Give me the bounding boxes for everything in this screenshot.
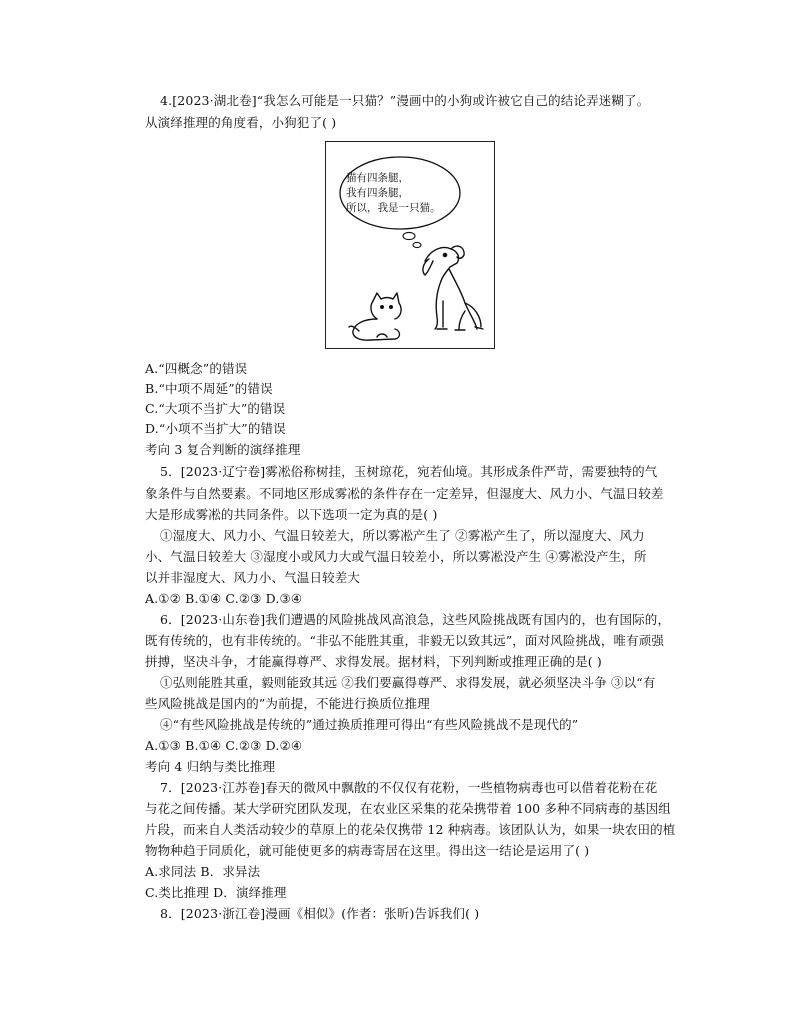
q7-options-2: C.类比推理 D．演绎推理 — [145, 885, 287, 900]
q6-line-4: ①弘则能胜其重，毅则能致其远 ②我们要赢得尊严、求得发展，就必须坚决斗争 ③以“有 — [160, 675, 656, 690]
q5-line-1: 5．[2023·辽宁卷]雾凇俗称树挂，玉树琼花，宛若仙境。其形成条件严苛，需要独特的气 — [160, 464, 658, 479]
q4-option-c: C.“大项不当扩大”的错误 — [145, 401, 286, 416]
bubble-line-3: 所以，我是一只猫。 — [346, 202, 441, 214]
q4-option-b: B.“中项不周延”的错误 — [145, 381, 273, 396]
q6-options: A.①③ B.①④ C.②③ D.②④ — [145, 738, 303, 753]
q5-line-6: 以并非湿度大、风力小、气温日较差大 — [145, 570, 361, 585]
q4-option-a: A.“四概念”的错误 — [145, 361, 248, 376]
q5-options: A.①② B.①④ C.②③ D.③④ — [145, 591, 303, 606]
q6-line-2: 既有传统的，也有非传统的。“非弘不能胜其重，非毅无以致其远”，面对风险挑战，唯有顽强 — [145, 633, 665, 648]
thought-dot-2 — [413, 242, 421, 247]
q7-line-2: 与花之间传播。某大学研究团队发现，在农业区采集的花朵携带着 100 多种不同病毒的基因组 — [145, 801, 671, 816]
q7-line-3: 片段，而来自人类活动较少的草原上的花朵仅携带 12 种病毒。该团队认为，如果一块农田的植 — [145, 822, 676, 837]
q4-option-d: D.“小项不当扩大”的错误 — [145, 421, 286, 436]
q4-stem-line-2: 从演绎推理的角度看，小狗犯了( ) — [145, 115, 337, 130]
q8-stem: 8．[2023·浙江卷]漫画《相似》(作者：张昕)告诉我们( ) — [160, 906, 480, 921]
q5-line-5: 小、气温日较差大 ③湿度小或风力大或气温日较差小，所以雾凇没产生 ④雾凇没产生，所 — [145, 549, 647, 564]
q6-line-6: ④“有些风险挑战是传统的”通过换质推理可得出“有些风险挑战不是现代的” — [160, 717, 579, 732]
q5-line-4: ①湿度大、风力小、气温日较差大，所以雾凇产生了 ②雾凇产生了，所以湿度大、风力 — [160, 528, 645, 543]
section-heading-4: 考向 4 归纳与类比推理 — [145, 759, 276, 774]
q6-line-5: 些风险挑战是国内的”为前提，不能进行换质位推理 — [145, 696, 430, 711]
section-heading-3: 考向 3 复合判断的演绎推理 — [145, 442, 301, 457]
cat-drawing — [349, 293, 401, 340]
dog-drawing — [423, 246, 483, 330]
q6-line-1: 6．[2023·山东卷]我们遭遇的风险挑战风高浪急，这些风险挑战既有国内的，也有国际的， — [160, 612, 671, 627]
thought-dot-1 — [403, 232, 415, 239]
bubble-line-1: 猫有四条腿， — [346, 172, 409, 184]
q6-line-3: 拼搏，坚决斗争，才能赢得尊严、求得发展。据材料，下列判断或推理正确的是( ) — [145, 654, 602, 669]
bubble-line-2: 我有四条腿， — [346, 187, 409, 199]
q5-line-2: 象条件与自然要素。不同地区形成雾凇的条件存在一定差异，但湿度大、风力小、气温日较差 — [145, 486, 664, 501]
q4-stem-line-1: 4.[2023·湖北卷]“我怎么可能是一只猫？”漫画中的小狗或许被它自己的结论弄迷糊了。 — [160, 93, 650, 108]
thought-bubble-text — [346, 171, 446, 216]
q7-line-4: 物物种趋于同质化，就可能使更多的病毒寄居在这里。得出这一结论是运用了( ) — [145, 843, 590, 858]
q5-line-3: 大是形成雾凇的共同条件。以下选项一定为真的是( ) — [145, 507, 438, 522]
q7-options-1: A.求同法 B．求异法 — [145, 864, 261, 879]
q7-line-1: 7．[2023·江苏卷]春天的微风中飘散的不仅仅有花粉，一些植物病毒也可以借着花粉在花 — [160, 780, 658, 795]
